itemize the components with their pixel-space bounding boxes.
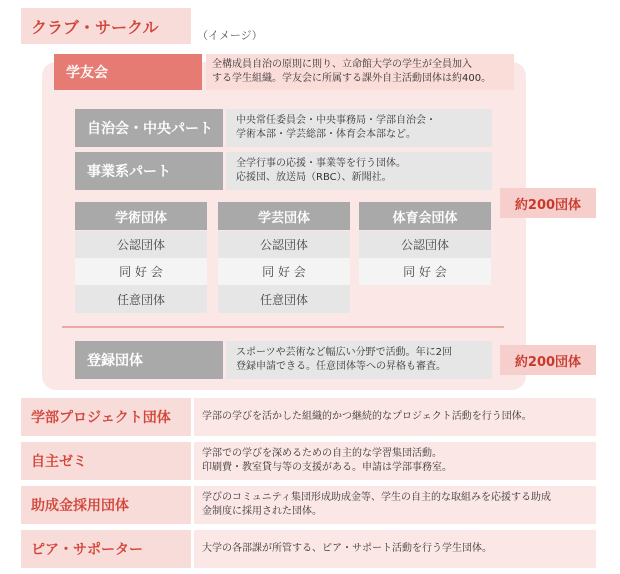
column-header-gakugei: 学芸団体 [218,202,350,230]
column-cell: 同 好 会 [359,258,491,285]
registered-desc-line2: 登録申請できる。任意団体等への昇格も審査。 [236,361,446,372]
org-desc-line1: 大学の各部課が所管する、ピア・サポート活動を行う学生団体。 [202,543,492,554]
column-cell: 公認団体 [218,231,350,258]
org-desc-peer [194,530,596,568]
column-cell: 任意団体 [75,285,207,313]
gakuyukai-desc-line2: する学生組織。学友会に所属する課外自主活動団体は約400。 [212,73,492,84]
column-cell: 同 好 会 [218,258,350,285]
org-desc-line2: 印刷費・教室貸与等の支援がある。申請は学部事務室。 [202,462,452,473]
registered-label: 登録団体 [75,341,223,379]
part-label-jichikai: 自治会・中央パート [75,109,223,147]
org-label-seminar: 自主ゼミ [21,442,191,480]
org-desc-line1: 学びのコミュニティ集団形成助成金等、学生の自主的な取組みを応援する助成 [202,492,551,503]
column-header-taiikukai: 体育会団体 [359,202,491,230]
registered-description [226,341,492,379]
org-desc-grant [194,486,596,524]
column-header-gakujutsu: 学術団体 [75,202,207,230]
page-title: クラブ・サークル [21,8,191,44]
registered-desc-line1: スポーツや芸術など幅広い分野で活動。年に2回 [236,347,452,358]
gakuyukai-desc-line1: 全構成員自治の原則に則り、立命館大学の学生が全員加入 [212,59,472,70]
column-cell: 任意団体 [218,285,350,313]
org-label-grant: 助成金採用団体 [21,486,191,524]
column-cell: 同 好 会 [75,258,207,285]
part-desc-line2: 学術本部・学芸総部・体育会本部など。 [236,129,416,140]
image-note: （イメージ） [197,29,263,42]
org-desc-seminar [194,442,596,480]
org-desc-line1: 学部の学びを活かした組織的かつ継続的なプロジェクト活動を行う団体。 [202,411,532,422]
count-badge-upper: 約200団体 [500,188,596,218]
count-badge-lower: 約200団体 [500,345,596,375]
part-desc-jigyo [226,152,492,190]
org-desc-project [194,398,596,436]
part-desc-jichikai [226,109,492,147]
part-label-jigyo: 事業系パート [75,152,223,190]
part-desc-line1: 中央常任委員会・中央事務局・学部自治会・ [236,115,436,126]
org-label-peer: ピア・サポーター [21,530,191,568]
gakuyukai-label: 学友会 [54,54,202,90]
org-label-project: 学部プロジェクト団体 [21,398,191,436]
part-desc-line1: 全学行事の応援・事業等を行う団体。 [236,158,406,169]
part-desc-line2: 応援団、放送局（RBC）、新聞社。 [236,172,392,183]
column-cell: 公認団体 [359,231,491,258]
column-cell: 公認団体 [75,231,207,258]
gakuyukai-description [206,54,514,90]
org-desc-line1: 学部での学びを深めるための自主的な学習集団活動。 [202,448,442,459]
divider [62,326,504,328]
org-desc-line2: 金制度に採用された団体。 [202,506,322,517]
